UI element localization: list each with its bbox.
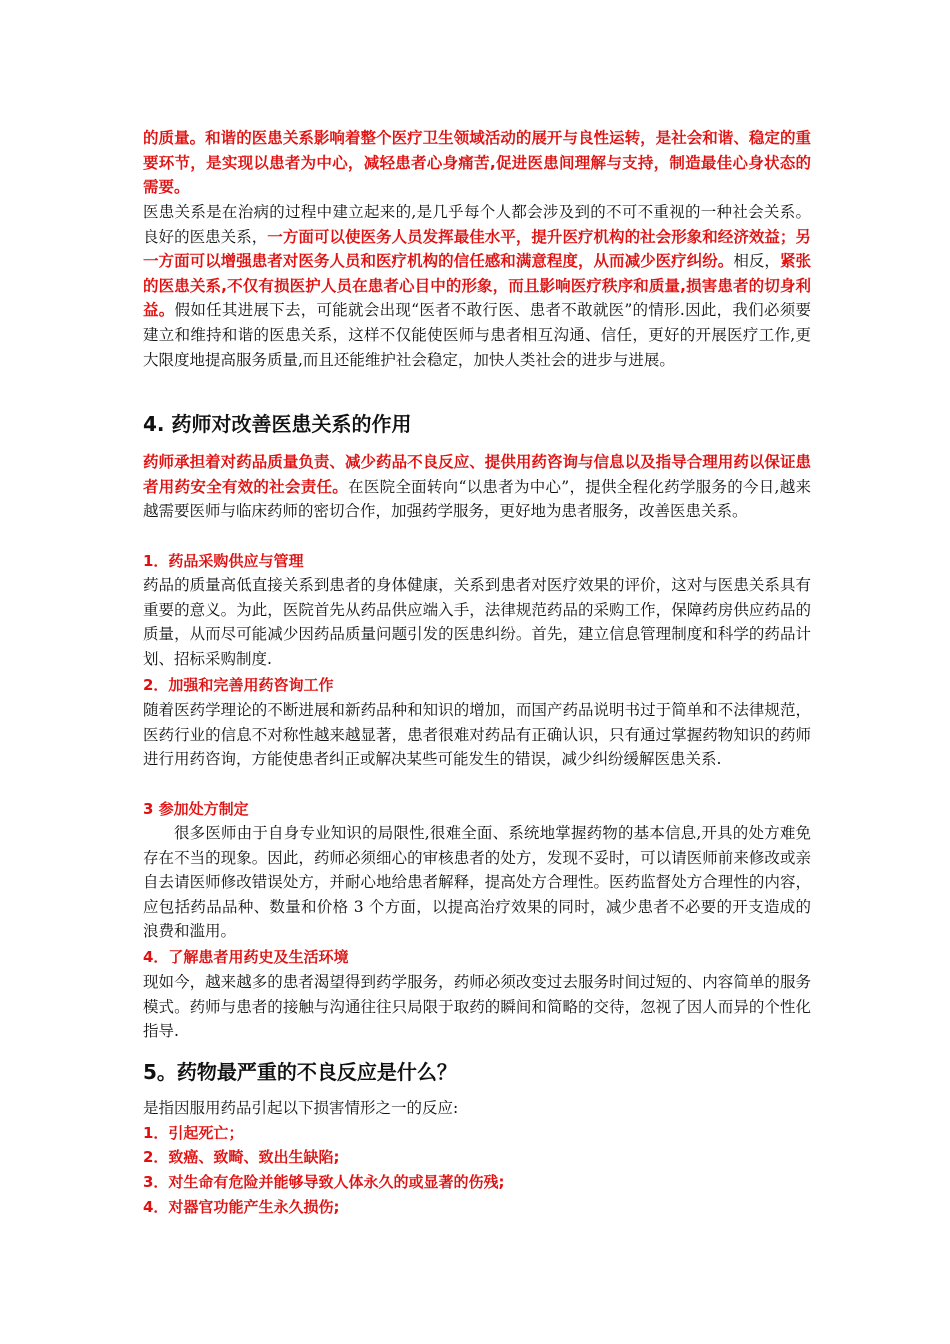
paragraph-harmony-importance — [143, 126, 811, 200]
body-text: 相反， — [733, 252, 780, 271]
body-text: 医患关系是在治病的过程中建立起来的,是几乎每个人都会涉及到的不可不重视的一种社会关系。良好的医患关系， — [143, 203, 811, 246]
list-item: 3．对生命有危险并能够导致人体永久的或显著的伤残; — [143, 1173, 505, 1191]
paragraph-consultation: 随着医药学理论的不断进展和新药品种和知识的增加，而国产药品说明书过于简单和不法律规范，医药行业的信息不对称性越来越显著，患者很难对药品有正确认识，只有通过掌握药物知识的药师进行用药咨询，方能使患者纠正或解决某些可能发生的错误，减少纠纷缓解医患关系. — [143, 701, 811, 769]
body-text: 在医院全面转向“以患者为中心”，提供全程化药学服务的今日,越来越需要医师与临床药师的密切合作，加强药学服务，更好地为患者服务，改善医患关系。 — [143, 477, 811, 521]
paragraph-doctor-patient-relationship — [143, 200, 811, 372]
emphasis-text: 的质量。和谐的医患关系影响着整个医疗卫生领域活动的展开与良性运转，是社会和谐、稳定的重要环节，是实现以患者为中心，减轻患者心身痛苦,促进医患间理解与支持，制造最佳心身状态的需要。 — [143, 129, 811, 197]
section-heading-4: 4. 药师对改善医患关系的作用 — [143, 412, 412, 436]
emphasis-text: 药师承担着对药品质量负责、减少药品不良反应、提供用药咨询与信息以及指导合理用药以保证患者用药安全有效的社会责任。 — [143, 453, 811, 496]
section-heading-5: 5。药物最严重的不良反应是什么？ — [143, 1060, 457, 1084]
subheading-procurement: 1．药品采购供应与管理 — [143, 552, 304, 570]
list-item: 2．致癌、致畸、致出生缺陷; — [143, 1148, 340, 1166]
paragraph-pharmacist-role — [143, 450, 811, 524]
list-item: 1．引起死亡； — [143, 1124, 244, 1142]
emphasis-text: 一方面可以使医务人员发挥最佳水平，提升医疗机构的社会形象和经济效益；另一方面可以增强患者对医务人员和医疗机构的信任感和满意程度，从而减少医疗纠纷。 — [143, 227, 811, 271]
paragraph-prescription: 很多医师由于自身专业知识的局限性,很难全面、系统地掌握药物的基本信息,开具的处方难免存在不当的现象。因此，药师必须细心的审核患者的处方，发现不妥时，可以请医师前来修改或亲自去请医师修改错误处方，并耐心地给患者解释，提高处方合理性。医药监督处方合理性的内容，应包括药品品种、数量和价格 3 个方面，以提高治疗效果的同时，减少患者不必要的开支造成的浪费和滥用。 — [143, 824, 811, 941]
body-text: 假如任其进展下去，可能就会出现“医者不敢行医、患者不敢就医”的情形.因此，我们必须要建立和维持和谐的医患关系，这样不仅能使医师与患者相互沟通、信任，更好的开展医疗工作,更大限度地提高服务质量,而且还能维护社会稳定，加快人类社会的进步与进展。 — [143, 301, 811, 369]
emphasis-text: 紧张的医患关系,不仅有损医护人员在患者心目中的形象，而且影响医疗秩序和质量,损害患者的切身利益。 — [143, 252, 811, 320]
list-item: 4．对器官功能产生永久损伤; — [143, 1198, 340, 1216]
paragraph-adverse-reaction-definition: 是指因服用药品引起以下损害情形之一的反应: — [143, 1099, 459, 1117]
subheading-consultation: 2．加强和完善用药咨询工作 — [143, 676, 334, 694]
subheading-medication-history: 4．了解患者用药史及生活环境 — [143, 948, 349, 966]
paragraph-medication-history: 现如今，越来越多的患者渴望得到药学服务，药师必须改变过去服务时间过短的、内容简单的服务模式。药师与患者的接触与沟通往往只局限于取药的瞬间和简略的交待，忽视了因人而异的个性化指导. — [143, 973, 811, 1041]
paragraph-procurement: 药品的质量高低直接关系到患者的身体健康，关系到患者对医疗效果的评价，这对与医患关系具有重要的意义。为此，医院首先从药品供应端入手，法律规范药品的采购工作，保障药房供应药品的质量，从而尽可能减少因药品质量问题引发的医患纠纷。首先，建立信息管理制度和科学的药品计划、招标采购制度. — [143, 576, 811, 668]
subheading-prescription: 3 参加处方制定 — [143, 800, 249, 818]
